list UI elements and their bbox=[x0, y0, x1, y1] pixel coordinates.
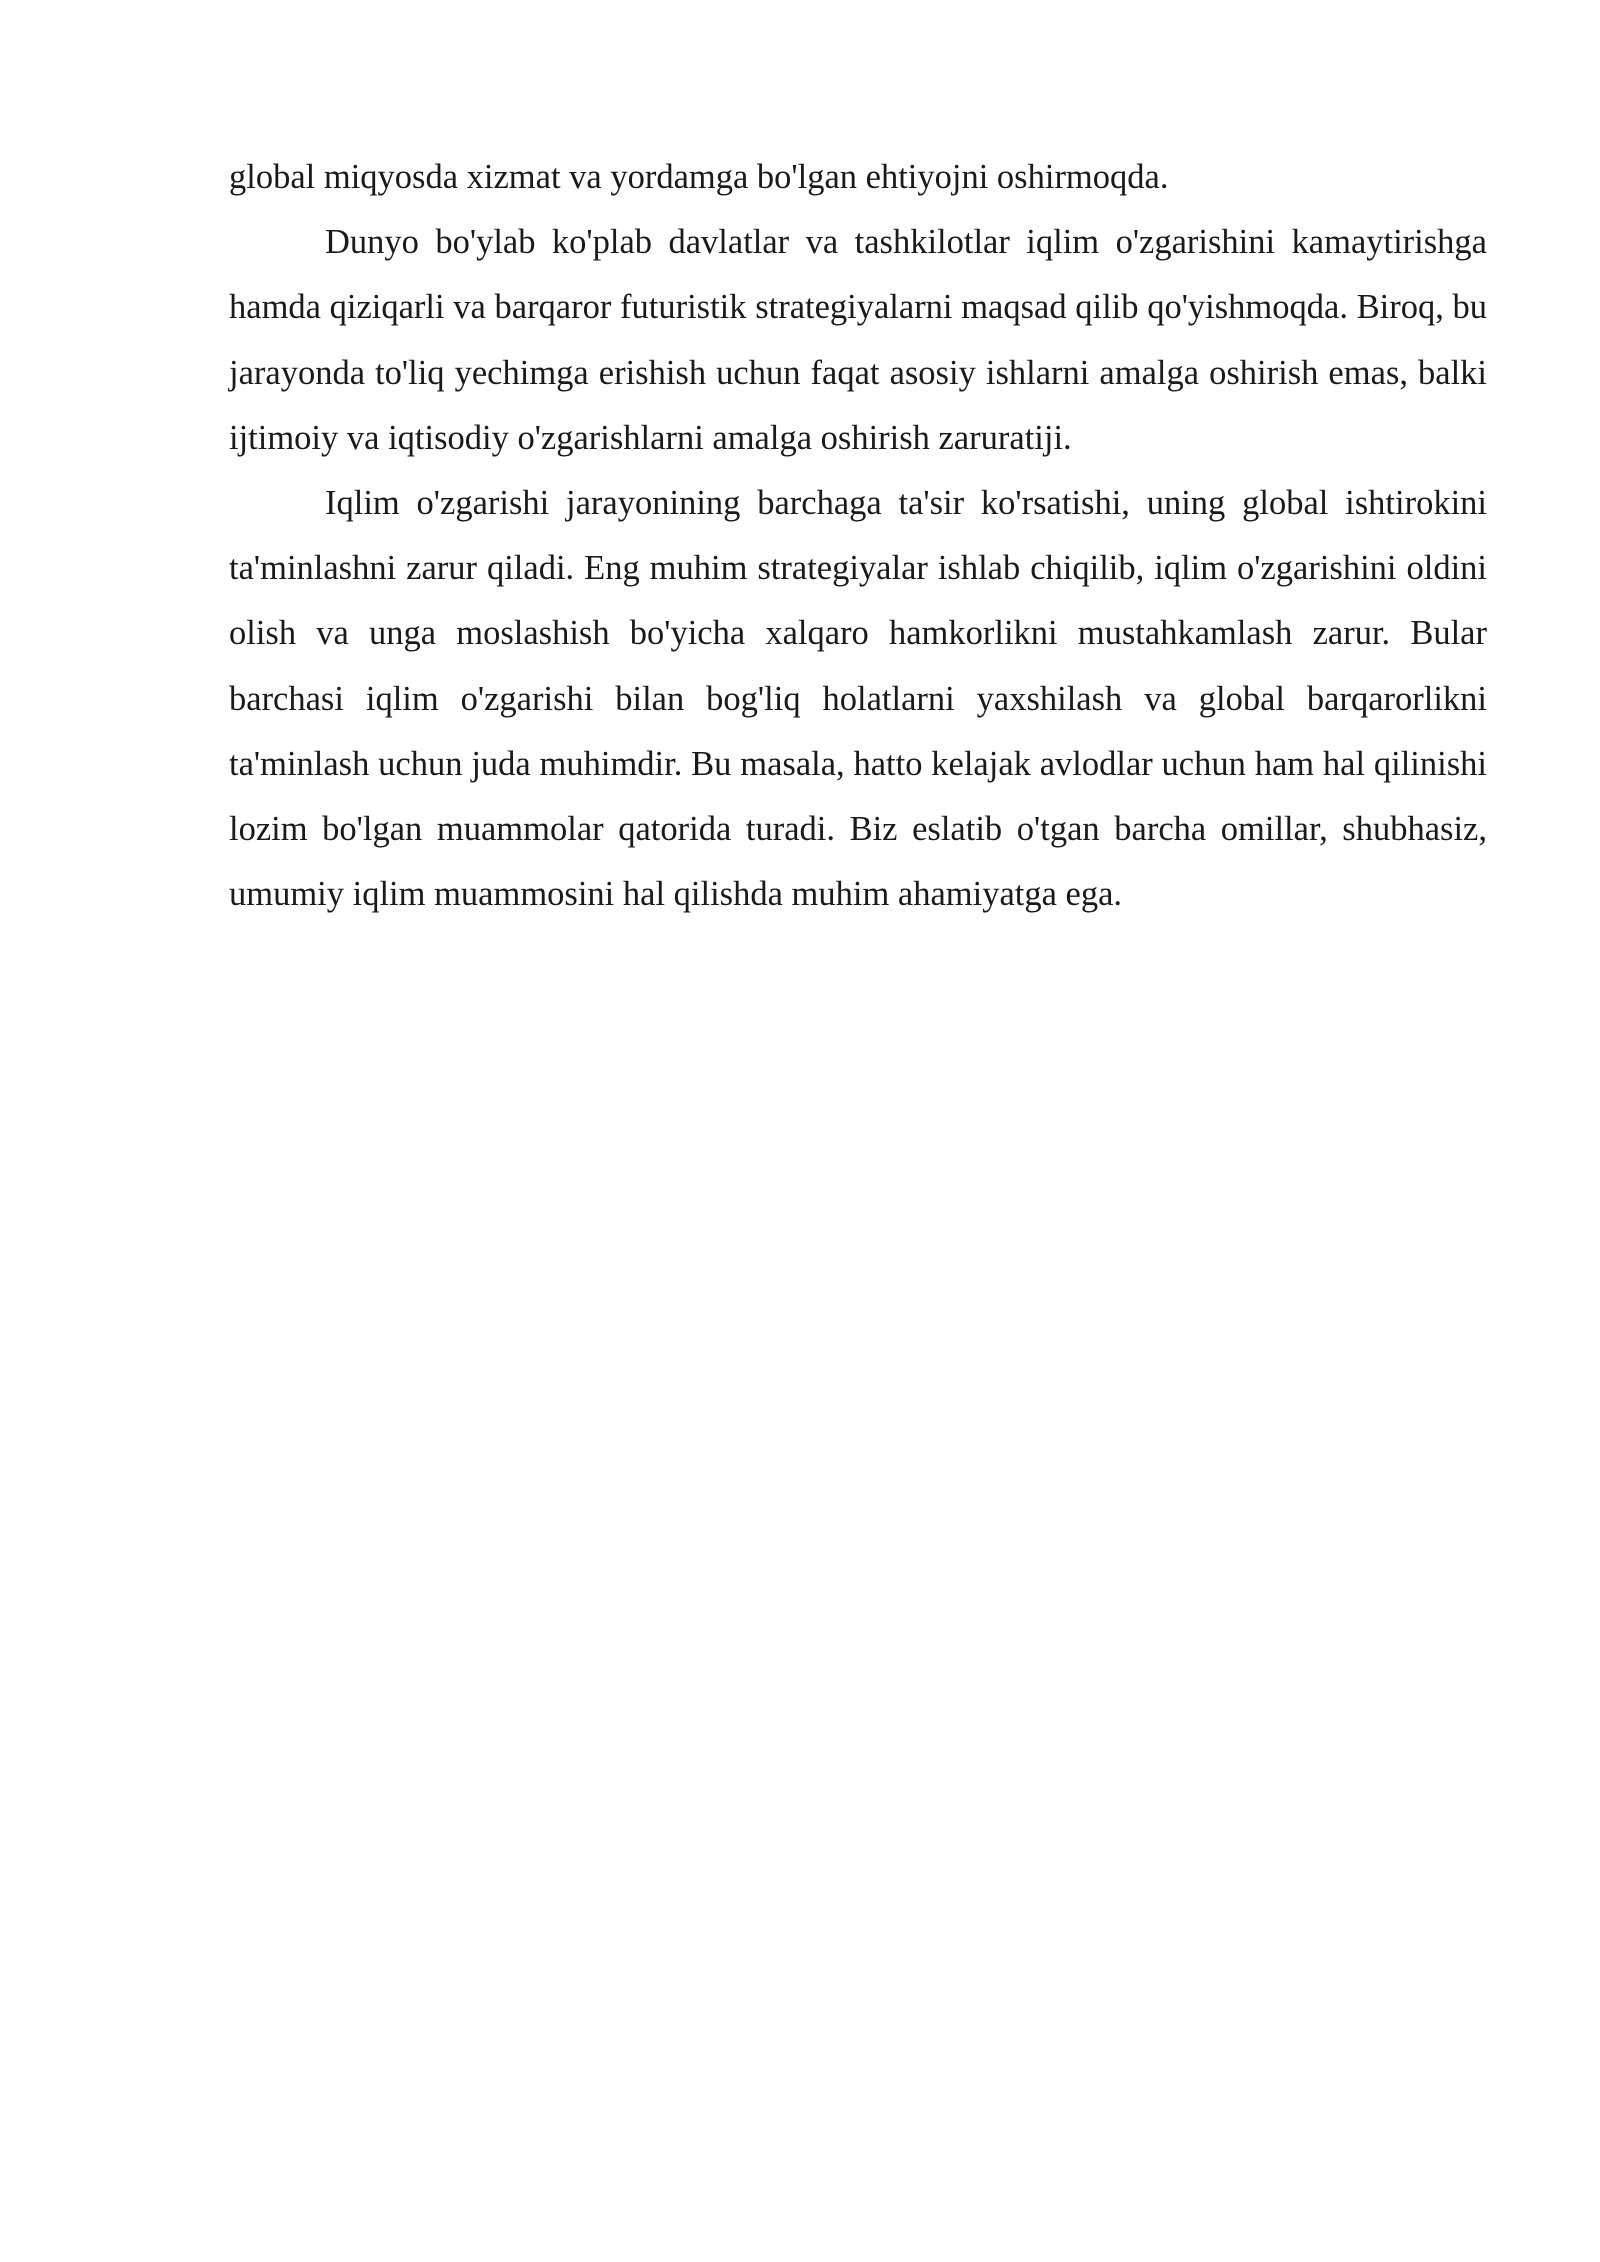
document-body bbox=[229, 145, 1487, 927]
paragraph-continuation: global miqyosda xizmat va yordamga bo'lgan ehtiyojni oshirmoqda. bbox=[229, 158, 1169, 196]
paragraph-climate-strategies: Dunyo bo'ylab ko'plab davlatlar va tashkilotlar iqlim o'zgarishini kamaytirishga hamda qiziqarli va barqaror futuristik strategiyalarni maqsad qilib qo'yishmoqda. Biroq, bu jarayonda to'liq yechimga erishish uchun faqat asosiy ishlarni amalga oshirish emas, balki ijtimoiy va iqtisodiy o'zgarishlarni amalga oshirish zaruratiji. bbox=[229, 223, 1487, 457]
paragraph-global-cooperation: Iqlim o'zgarishi jarayonining barchaga ta'sir ko'rsatishi, uning global ishtirokini ta'minlashni zarur qiladi. Eng muhim strategiyalar ishlab chiqilib, iqlim o'zgarishini oldini olish va unga moslashish bo'yicha xalqaro hamkorlikni mustahkamlash zarur. Bular barchasi iqlim o'zgarishi bilan bog'liq holatlarni yaxshilash va global barqarorlikni ta'minlash uchun juda muhimdir. Bu masala, hatto kelajak avlodlar uchun ham hal qilinishi lozim bo'lgan muammolar qatorida turadi. Biz eslatib o'tgan barcha omillar, shubhasiz, umumiy iqlim muammosini hal qilishda muhim ahamiyatga ega. bbox=[229, 484, 1487, 914]
